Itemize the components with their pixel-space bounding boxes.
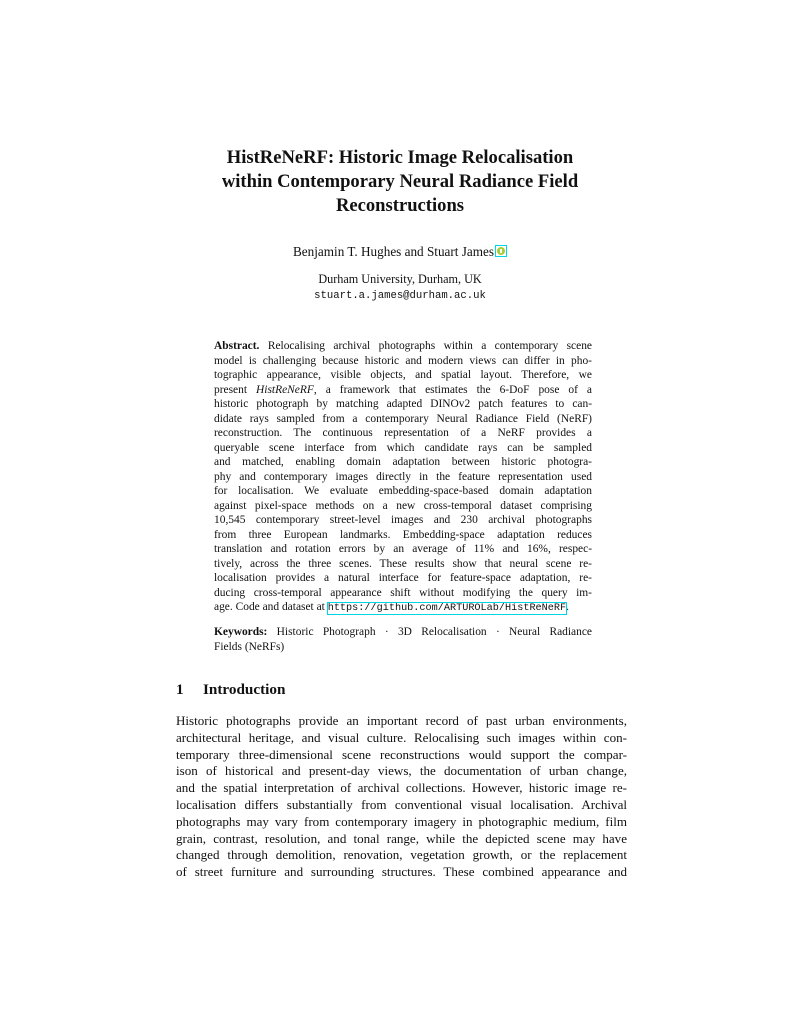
abstract-line: for localisation. We evaluate embedding-space-based domain adaptation — [214, 485, 592, 497]
abstract-text: . — [566, 601, 569, 613]
abstract-line: 10,545 contemporary street-level images and 230 archival photographs — [214, 514, 592, 526]
affiliation: Durham University, Durham, UK — [318, 272, 482, 286]
intro-paragraph — [176, 713, 627, 881]
abstract-text: , a framework that estimates the 6-DoF pose of a — [313, 383, 593, 396]
abstract-line — [214, 339, 592, 354]
abstract-text: present — [214, 383, 248, 396]
method-name: HistReNeRF — [256, 383, 314, 396]
authors-text: Benjamin T. Hughes and Stuart James — [293, 244, 494, 259]
abstract-line: tively, across the three scenes. These results show that neural scene re- — [214, 557, 592, 570]
body-line: photographs may vary from contemporary imagery in photographic medium, film — [176, 813, 627, 829]
abstract-line: reconstruction. The continuous representation of a NeRF provides a — [214, 427, 592, 439]
abstract-line — [214, 600, 592, 617]
body-line: grain, contrast, resolution, and tonal range, while the depicted scene may have — [176, 830, 627, 846]
body-line: Historic photographs provide an important record of past urban environments, — [176, 713, 627, 728]
abstract-line: and matched, enabling domain adaptation between historic photogra- — [214, 456, 592, 468]
orcid-icon[interactable] — [495, 245, 507, 257]
author-email: stuart.a.james@durham.ac.uk — [314, 290, 486, 302]
keywords-line: Fields (NeRFs) — [214, 640, 285, 653]
body-line: localisation differs substantially from conventional visual localisation. Archival — [176, 796, 627, 812]
section-title: Introduction — [203, 681, 286, 698]
abstract-line: historic photograph by matching adapted DINOv2 patch features to can- — [214, 398, 592, 410]
keywords-text: Historic Photograph · 3D Relocalisation · Neural Radiance — [276, 626, 593, 638]
keywords-line — [214, 625, 592, 640]
abstract-line: model is challenging because historic and modern views can differ in pho- — [214, 354, 592, 367]
abstract-text: age. Code and dataset at — [214, 601, 325, 613]
abstract-line — [214, 383, 592, 398]
abstract-line: translation and rotation errors by an average of 11% and 16%, respec- — [214, 543, 592, 555]
body-line: architectural heritage, and visual culture. Relocalising such images within con- — [176, 729, 627, 745]
body-line: of street furniture and surrounding structures. These combined appearance and — [176, 864, 627, 880]
abstract-line: localisation provides a natural interface for feature-space adaptation, re- — [214, 572, 592, 584]
title-line: within Contemporary Neural Radiance Field — [221, 171, 579, 192]
keywords — [214, 625, 592, 654]
code-link[interactable]: https://github.com/ARTUROLab/HistReNeRF — [327, 603, 567, 614]
title-line: HistReNeRF: Historic Image Relocalisation — [226, 147, 574, 168]
section-number: 1 — [176, 681, 184, 698]
title-line: Reconstructions — [335, 195, 465, 216]
abstract-line: ducing cross-temporal appearance shift without modifying the query im- — [214, 586, 592, 599]
body-line: ison of historical and present-day views, the documentation of urban change, — [176, 763, 627, 779]
author-list — [150, 243, 650, 261]
abstract-line: phy and contemporary images directly in the feature representation used — [214, 470, 592, 483]
paper-title — [150, 146, 650, 218]
section-heading — [176, 680, 285, 700]
abstract-line: tographic appearance, visible objects, and spatial layout. Therefore, we — [214, 369, 592, 381]
abstract-line: queryable scene interface from which candidate rays can be sampled — [214, 441, 592, 454]
abstract-line: from three European landmarks. Embedding-space adaptation reduces — [214, 528, 592, 541]
body-line: and the spatial interpretation of archival collections. However, historic image re- — [176, 780, 627, 796]
abstract-line: against pixel-space methods on a new cross-temporal dataset comprising — [214, 499, 592, 512]
body-line: changed through demolition, renovation, vegetation growth, or the replacement — [176, 847, 627, 863]
keywords-label: Keywords: — [214, 626, 268, 638]
abstract-line: didate rays sampled from a contemporary Neural Radiance Field (NeRF) — [214, 412, 592, 425]
abstract-text: Relocalising archival photographs within a contemporary scene — [267, 340, 592, 352]
body-line: temporary three-dimensional scene reconstructions would support the compar- — [176, 746, 627, 762]
abstract — [214, 339, 592, 617]
abstract-label: Abstract. — [214, 340, 260, 352]
